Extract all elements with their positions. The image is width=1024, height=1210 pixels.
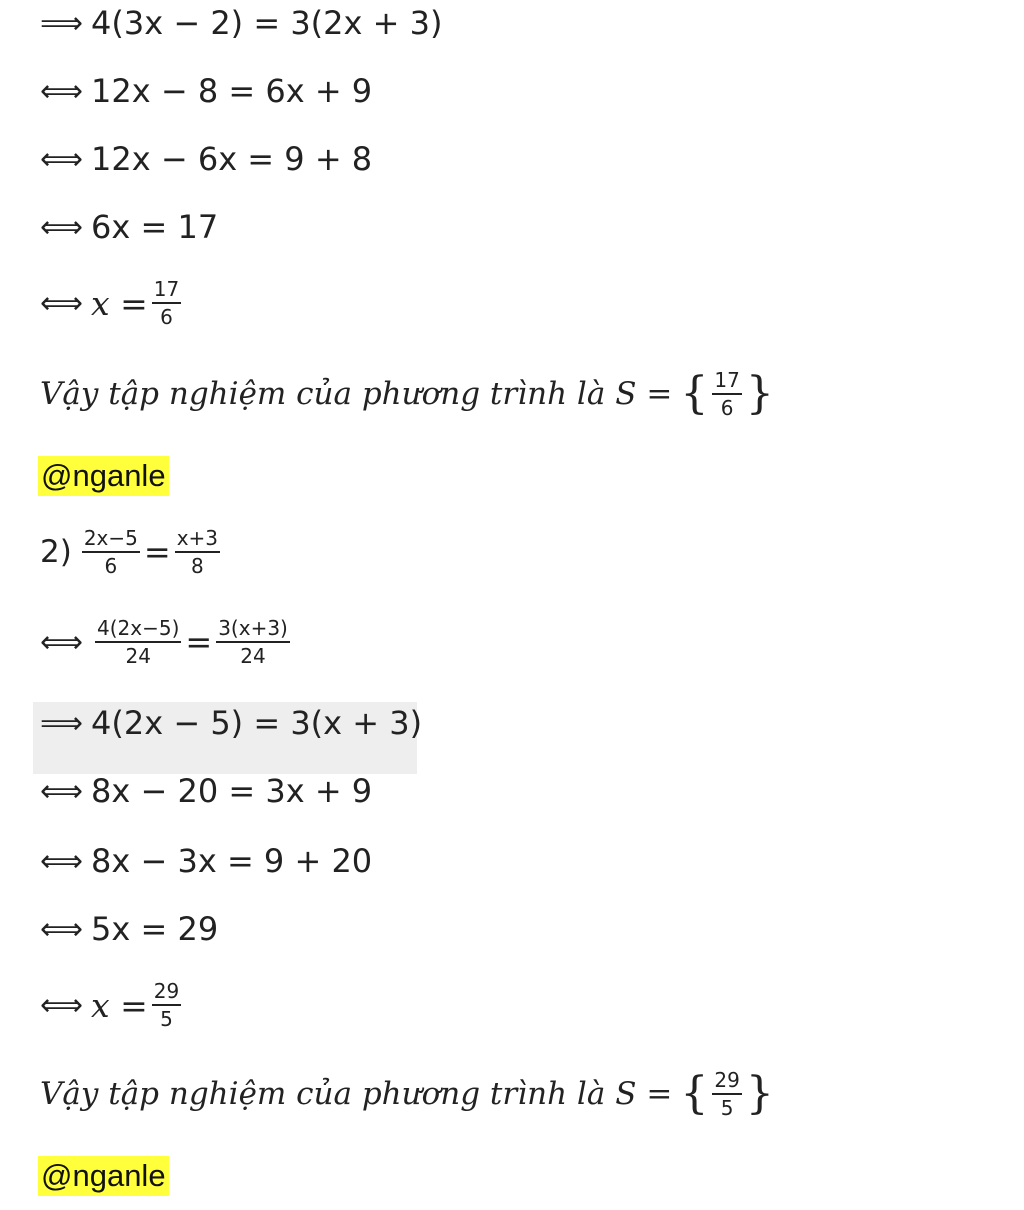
denominator: 24 (240, 644, 266, 668)
equiv-symbol: ⟺ (40, 285, 84, 321)
p2-line-2 (40, 617, 294, 667)
solution-fraction (152, 980, 181, 1030)
p2-line-3 (40, 704, 422, 742)
equation: 4(3x − 2) = 3(2x + 3) (91, 4, 443, 42)
denominator: 5 (160, 1007, 173, 1031)
equation: 12x − 8 = 6x + 9 (91, 72, 373, 110)
left-fraction (95, 617, 181, 667)
numerator: 2x−5 (82, 527, 140, 553)
implies-symbol: ⟹ (40, 5, 84, 41)
author-tag: @nganle (38, 456, 169, 496)
close-brace: } (745, 1068, 774, 1119)
p1-line-2 (40, 72, 372, 110)
equiv-symbol: ⟺ (40, 624, 84, 660)
numerator: 17 (152, 278, 181, 304)
open-brace: { (680, 368, 709, 419)
p2-line-4 (40, 772, 372, 810)
set-fraction (712, 369, 741, 419)
equation: 8x − 20 = 3x + 9 (91, 772, 373, 810)
p2-header (40, 527, 224, 577)
denominator: 6 (160, 305, 173, 329)
numerator: 17 (712, 369, 741, 395)
conclusion-text: Vậy tập nghiệm của phương trình là (40, 375, 606, 412)
equation: 8x − 3x = 9 + 20 (91, 842, 373, 880)
p2-line-5 (40, 842, 372, 880)
right-fraction (216, 617, 290, 667)
author-tag: @nganle (38, 1156, 169, 1196)
p1-conclusion (40, 368, 774, 419)
equiv-symbol: ⟺ (40, 73, 84, 109)
denominator: 8 (190, 554, 204, 578)
denominator: 6 (104, 554, 118, 578)
left-fraction (82, 527, 140, 577)
equiv-symbol: ⟺ (40, 141, 84, 177)
p2-conclusion (40, 1068, 774, 1119)
set-lhs: S = (615, 375, 673, 412)
conclusion-text: Vậy tập nghiệm của phương trình là (40, 1075, 606, 1112)
p1-line-1 (40, 4, 442, 42)
p2-line-7 (40, 980, 185, 1030)
solution-lhs: x = (91, 283, 148, 323)
p1-line-4 (40, 208, 218, 246)
numerator: 3(x+3) (216, 617, 290, 643)
equiv-symbol: ⟺ (40, 209, 84, 245)
set-lhs: S = (615, 1075, 673, 1112)
p1-line-5 (40, 278, 185, 328)
solution-lhs: x = (91, 985, 148, 1025)
denominator: 5 (720, 1095, 734, 1120)
equals-sign: = (143, 533, 171, 571)
equation: 5x = 29 (91, 910, 219, 948)
right-fraction (175, 527, 220, 577)
numerator: 29 (152, 980, 181, 1006)
denominator: 24 (125, 644, 151, 668)
equation: 12x − 6x = 9 + 8 (91, 140, 373, 178)
numerator: 4(2x−5) (95, 617, 181, 643)
equiv-symbol: ⟺ (40, 987, 84, 1023)
equiv-symbol: ⟺ (40, 911, 84, 947)
equiv-symbol: ⟺ (40, 843, 84, 879)
set-fraction (712, 1069, 741, 1119)
p2-line-6 (40, 910, 218, 948)
equation: 6x = 17 (91, 208, 219, 246)
denominator: 6 (720, 395, 734, 420)
equiv-symbol: ⟺ (40, 773, 84, 809)
problem-number: 2) (40, 534, 72, 570)
p1-line-3 (40, 140, 372, 178)
implies-symbol: ⟹ (40, 705, 84, 741)
solution-fraction (152, 278, 181, 328)
open-brace: { (680, 1068, 709, 1119)
numerator: 29 (712, 1069, 741, 1095)
equals-sign: = (185, 623, 213, 661)
numerator: x+3 (175, 527, 220, 553)
close-brace: } (745, 368, 774, 419)
equation: 4(2x − 5) = 3(x + 3) (91, 704, 423, 742)
